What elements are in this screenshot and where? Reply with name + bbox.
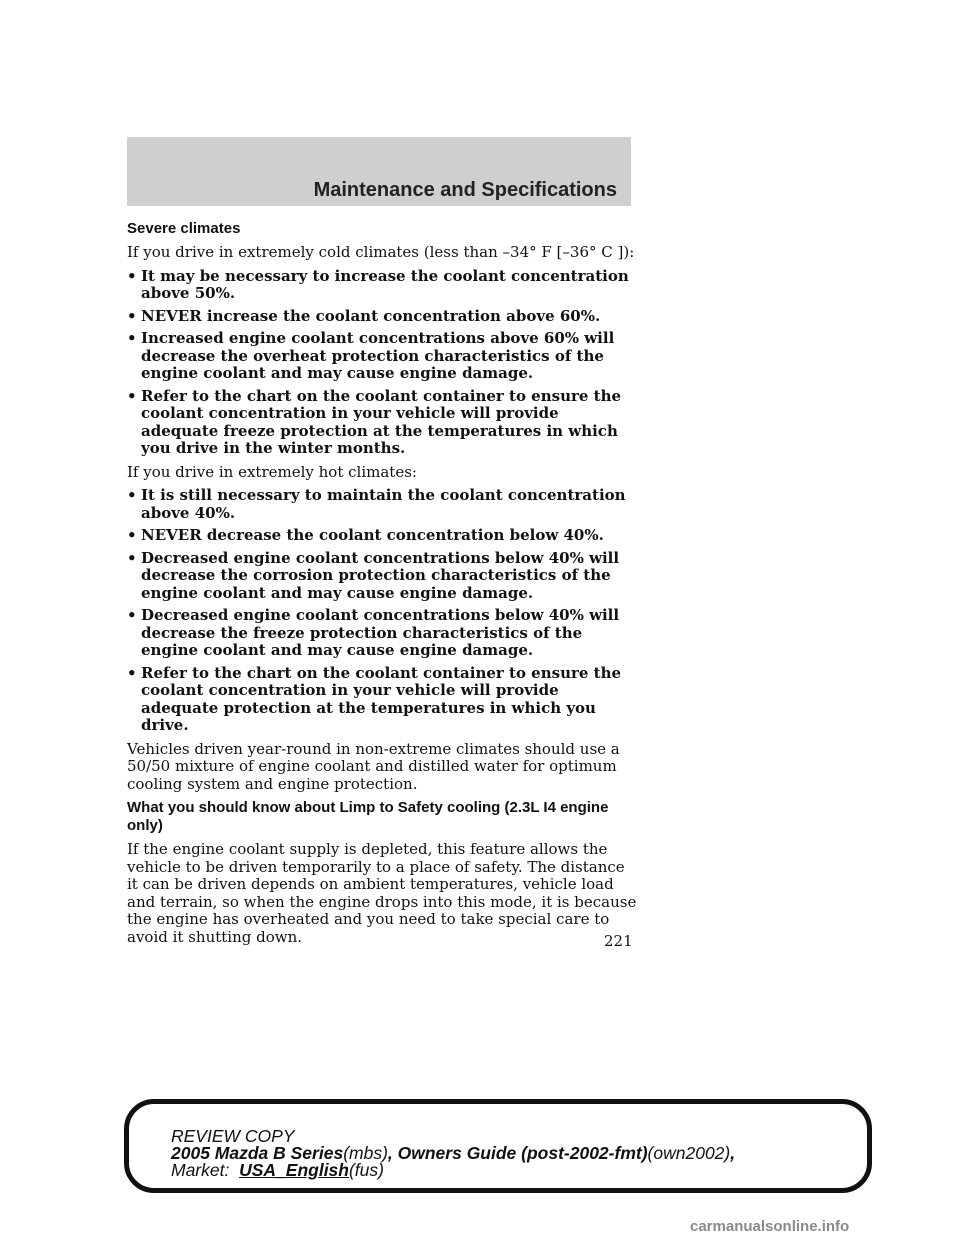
limp-to-safety-paragraph: If the engine coolant supply is depleted, this feature allows the vehicle to be driven temporarily to a place of safety. The distance it can be driven depends on ambient temperatures, vehicle load and terrain, so when the engine drops into this mode, it is because the engine has overheated and you need to take special care to avoid it shutting down. xyxy=(127,840,637,946)
hot-climates-intro: If you drive in extremely hot climates: xyxy=(127,462,417,481)
bullet-icon: • xyxy=(127,606,137,624)
cold-climate-bullet-list xyxy=(127,268,637,458)
list-item: • It may be necessary to increase the coolant concentration above 50%. xyxy=(127,266,629,302)
review-copy-label: REVIEW COPY xyxy=(171,1126,295,1146)
bullet-icon: • xyxy=(127,486,137,504)
bullet-icon: • xyxy=(127,266,137,285)
review-copy-market-line: Market: USA_English(fus) xyxy=(171,1160,384,1180)
bullet-icon: • xyxy=(127,548,137,567)
bullet-icon: • xyxy=(127,663,137,682)
list-item: • NEVER decrease the coolant concentration below 40%. xyxy=(127,526,604,544)
non-extreme-paragraph: Vehicles driven year-round in non-extreme climates should use a 50/50 mixture of engine coolant and distilled water for optimum cooling system and engine protection. xyxy=(127,739,620,793)
hot-climate-bullet-list xyxy=(127,487,637,735)
list-item: • Decreased engine coolant concentrations below 40% will decrease the corrosion protection characteristics of the engine coolant and may cause engine damage. xyxy=(127,548,620,602)
page-number: 221 xyxy=(604,932,633,950)
list-item: • Refer to the chart on the coolant container to ensure the coolant concentration in your vehicle will provide adequate protection at the temperatures in which you drive. xyxy=(127,663,622,734)
bullet-icon: • xyxy=(127,306,137,325)
review-copy-box xyxy=(124,1099,872,1193)
list-item: • Refer to the chart on the coolant container to ensure the coolant concentration in your vehicle will provide adequate freeze protection at the temperatures in which you drive in the winter months. xyxy=(127,386,622,457)
heading-limp-to-safety: What you should know about Limp to Safety cooling (2.3L I4 engine only) xyxy=(127,799,609,834)
list-item: • It is still necessary to maintain the coolant concentration above 40%. xyxy=(127,486,626,522)
review-copy-text xyxy=(171,1128,735,1179)
heading-severe-climates: Severe climates xyxy=(127,220,241,237)
list-item: • Increased engine coolant concentrations above 60% will decrease the overheat protection characteristics of the engine coolant and may cause engine damage. xyxy=(127,329,615,382)
section-title: Maintenance and Specifications xyxy=(313,179,617,201)
cold-climates-intro: If you drive in extremely cold climates (less than –34° F [–36° C ]): xyxy=(127,243,635,261)
list-item: • NEVER increase the coolant concentration above 60%. xyxy=(127,306,601,325)
list-item: • Decreased engine coolant concentrations below 40% will decrease the freeze protection characteristics of the engine coolant and may cause engine damage. xyxy=(127,606,620,659)
watermark-text: carmanualsonline.info xyxy=(690,1218,850,1235)
bullet-icon: • xyxy=(127,386,137,405)
section-header-band xyxy=(127,137,631,206)
page-content xyxy=(127,220,637,952)
bullet-icon: • xyxy=(127,526,137,544)
bullet-icon: • xyxy=(127,329,137,347)
review-copy-model-line: 2005 Mazda B Series(mbs), Owners Guide (post-2002-fmt)(own2002), xyxy=(171,1143,736,1163)
